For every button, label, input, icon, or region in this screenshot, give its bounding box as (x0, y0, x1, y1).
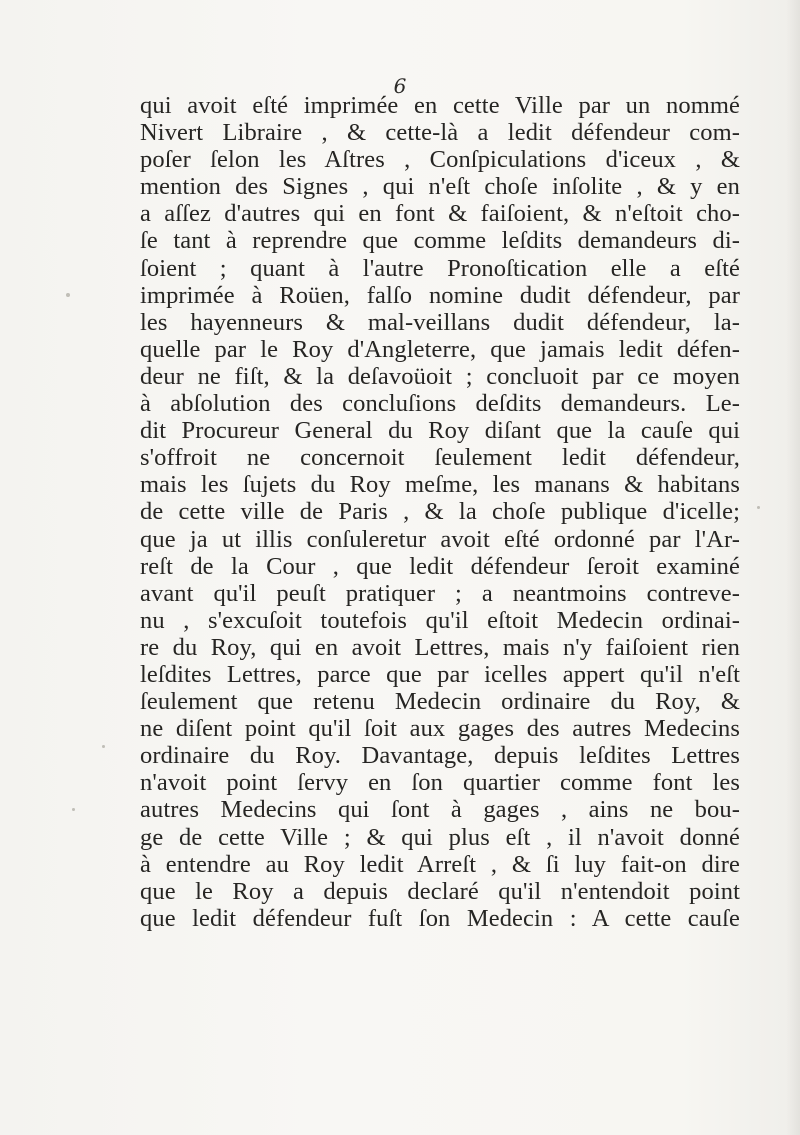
text-line: Nivert Libraire , & cette-là a ledit défendeur com- (140, 119, 740, 147)
text-line: ne diſent point qu'il ſoit aux gages des autres Medecins (140, 715, 740, 743)
text-line: mais les ſujets du Roy meſme, les manans & habitans (140, 471, 740, 499)
paper-speck (102, 745, 105, 748)
body-text (140, 92, 740, 932)
text-line: reſt de la Cour , que ledit défendeur ſeroit examiné (140, 552, 740, 580)
page-number: 6 (393, 74, 407, 98)
text-line: à abſolution des concluſions deſdits demandeurs. Le- (140, 390, 740, 418)
text-line: re du Roy, qui en avoit Lettres, mais n'y faiſoient rien (140, 633, 740, 661)
text-line: a aſſez d'autres qui en font & faiſoient, & n'eſtoit cho- (140, 200, 740, 228)
text-line: nu , s'excuſoit toutefois qu'il eſtoit Medecin ordinai- (140, 606, 740, 634)
text-line: ſoient ; quant à l'autre Pronoſtication elle a eſté (140, 254, 740, 282)
text-line: ſe tant à reprendre que comme leſdits demandeurs di- (140, 227, 740, 255)
text-line: que ja ut illis conſuleretur avoit eſté ordonné par l'Ar- (140, 525, 740, 553)
text-line: de cette ville de Paris , & la choſe publique d'icelle; (140, 498, 740, 526)
paper-speck (66, 293, 70, 297)
text-line: dit Procureur General du Roy diſant que la cauſe qui (140, 417, 740, 445)
text-line: avant qu'il peuſt pratiquer ; a neantmoins contreve- (140, 579, 740, 607)
text-line: autres Medecins qui ſont à gages , ains ne bou- (140, 796, 740, 824)
text-line: ge de cette Ville ; & qui plus eſt , il n'avoit donné (140, 823, 740, 851)
paper-speck (72, 808, 75, 811)
text-line: ordinaire du Roy. Davantage, depuis leſdites Lettres (140, 742, 740, 770)
text-line: mention des Signes , qui n'eſt choſe inſolite , & y en (140, 173, 740, 201)
text-line: deur ne fiſt, & la deſavoüoit ; concluoit par ce moyen (140, 362, 740, 390)
text-line: que ledit défendeur fuſt ſon Medecin : A cette cauſe (140, 904, 740, 932)
text-line: à entendre au Roy ledit Arreſt , & ſi luy fait-on dire (140, 850, 740, 878)
text-line: ſeulement que retenu Medecin ordinaire du Roy, & (140, 688, 740, 716)
text-line: les hayenneurs & mal-veillans dudit défendeur, la- (140, 308, 740, 336)
text-line: n'avoit point ſervy en ſon quartier comme font les (140, 769, 740, 797)
paper-speck (757, 506, 760, 509)
text-line: qui avoit eſté imprimée en cette Ville par un nommé (140, 92, 740, 119)
page-edge-shadow (786, 0, 800, 1135)
text-line: imprimée à Roüen, falſo nomine dudit défendeur, par (140, 281, 740, 309)
text-line: poſer ſelon les Aſtres , Conſpiculations d'iceux , & (140, 146, 740, 174)
text-line: leſdites Lettres, parce que par icelles appert qu'il n'eſt (140, 660, 740, 688)
text-line: s'offroit ne concernoit ſeulement ledit défendeur, (140, 444, 740, 472)
text-line: quelle par le Roy d'Angleterre, que jamais ledit défen- (140, 335, 740, 363)
text-line: que le Roy a depuis declaré qu'il n'entendoit point (140, 877, 740, 905)
